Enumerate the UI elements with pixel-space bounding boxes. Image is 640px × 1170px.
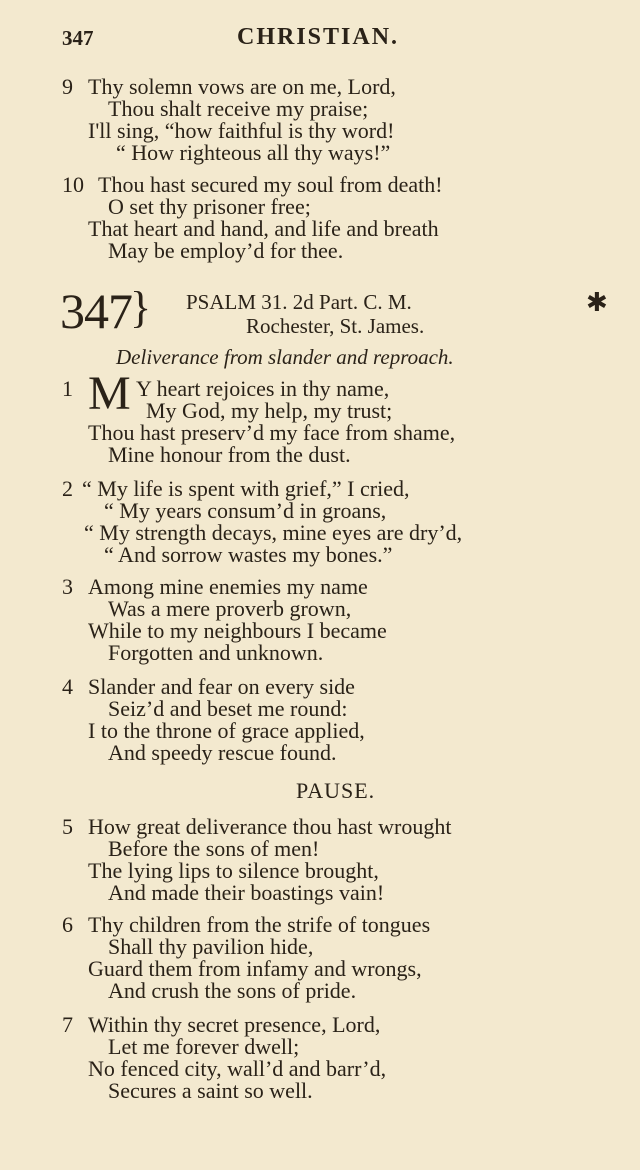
verse-line: Within thy secret presence, Lord, [88,1012,381,1037]
verse-number: 1 [62,376,73,401]
page-number: 347 [62,26,94,50]
verse-line: Was a mere proverb grown, [108,596,352,621]
verse-line: Forgotten and unknown. [108,640,324,665]
tune-names: Rochester, St. James. [246,314,425,338]
verse-line: Thou hast secured my soul from death! [98,172,443,197]
verse-line: Seiz’d and beset me round: [108,696,348,721]
verse-number: 10 [62,172,84,197]
verse-number: 6 [62,912,73,937]
verse-line: And crush the sons of pride. [108,978,357,1003]
running-head [0,24,640,54]
verse-number: 9 [62,74,73,99]
verse-line: Thou hast preserv’d my face from shame, [88,420,456,445]
verse-line: No fenced city, wall’d and barr’d, [88,1056,387,1081]
verse-line: Among mine enemies my name [88,574,368,599]
verse-line: Let me forever dwell; [108,1034,300,1059]
verse-line: My God, my help, my trust; [146,398,393,423]
verse-line: “ My life is spent with grief,” I cried, [82,476,410,501]
verse-number: 3 [62,574,73,599]
verse-line: That heart and hand, and life and breath [88,216,439,241]
pause-heading: PAUSE. [296,778,376,803]
verse-number: 7 [62,1012,73,1037]
verse-line: “ And sorrow wastes my bones.” [104,542,393,567]
verse-line: The lying lips to silence brought, [88,858,379,883]
verse-number: 5 [62,814,73,839]
running-title: CHRISTIAN. [237,24,400,50]
hymn-subtitle: Deliverance from slander and reproach. [116,345,454,369]
verse-line: May be employ’d for thee. [108,238,344,263]
verse-line: Secures a saint so well. [108,1078,313,1103]
drop-cap: M [88,367,131,420]
verse-line: “ How righteous all thy ways!” [116,140,391,165]
verse-line: I'll sing, “how faithful is thy word! [88,118,395,143]
verse-line: “ My years consum’d in groans, [104,498,387,523]
verse-number: 2 [62,476,73,501]
verse-line: Thy solemn vows are on me, Lord, [88,74,396,99]
verse-line: Slander and fear on every side [88,674,355,699]
verse-line: I to the throne of grace applied, [88,718,365,743]
verse-line: Shall thy pavilion hide, [108,934,314,959]
verse-line: How great deliverance thou hast wrought [88,814,452,839]
verse-line: “ My strength decays, mine eyes are dry’d, [84,520,463,545]
verse-line: And speedy rescue found. [108,740,337,765]
psalm-reference: PSALM 31. 2d Part. C. M. [186,290,412,314]
verse-line: Before the sons of men! [108,836,320,861]
verse-line: Mine honour from the dust. [108,442,351,467]
ornament-icon: ✱ [586,288,608,317]
verse-number: 4 [62,674,73,699]
verse-line: O set thy prisoner free; [108,194,311,219]
verse-line: Thou shalt receive my praise; [108,96,369,121]
hymn-number: 347 [60,283,132,339]
verse-line: Y heart rejoices in thy name, [136,376,390,401]
verse-line: While to my neighbours I became [88,618,387,643]
verse-line: And made their boastings vain! [108,880,385,905]
verse-line: Guard them from infamy and wrongs, [88,956,422,981]
verse-line: Thy children from the strife of tongues [88,912,431,937]
brace-glyph: } [130,283,152,332]
